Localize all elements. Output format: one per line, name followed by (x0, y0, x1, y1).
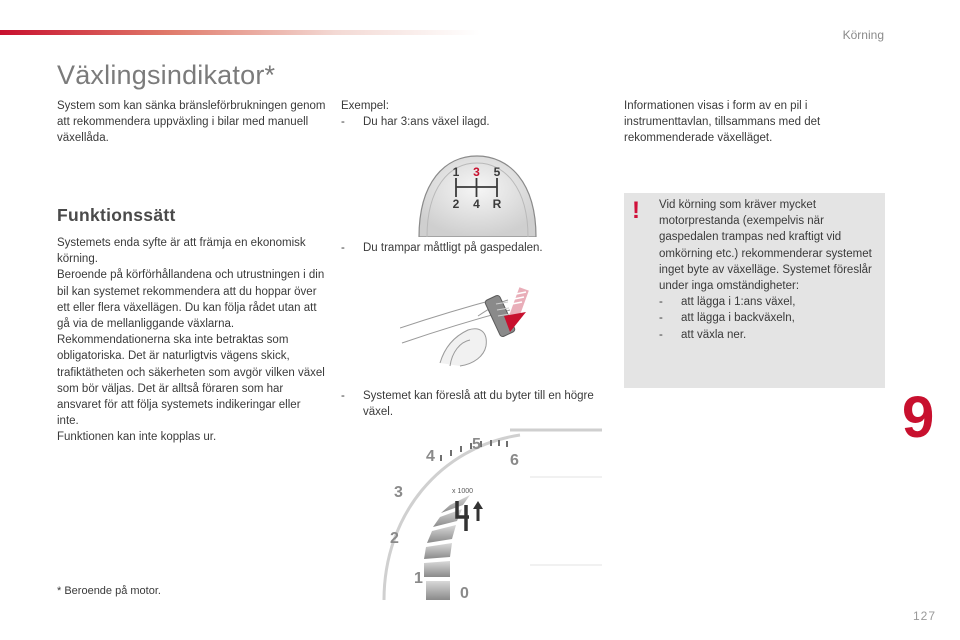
warning-item (659, 327, 874, 343)
gauge-unit-label: x 1000 (452, 488, 474, 495)
chapter-number: 9 (902, 385, 935, 450)
accelerator-pedal-figure (400, 268, 575, 368)
foot-shape (440, 329, 486, 366)
press-arrow-icon (504, 287, 529, 332)
gauge-number-1: 1 (414, 570, 423, 587)
list-dash: - (659, 312, 663, 325)
warning-item-text: att växla ner. (681, 328, 747, 341)
gear-label-2: 2 (452, 197, 460, 211)
warning-content (659, 197, 874, 343)
warning-box (624, 193, 885, 388)
footnote: * Beroende på motor. (57, 585, 161, 597)
example-label: Exempel: (341, 100, 389, 112)
gear-label-3-highlighted: 3 (473, 165, 480, 179)
gear-label-r: R (492, 197, 502, 211)
shift-up-arrow-icon (473, 501, 483, 509)
intro-text: System som kan sänka bränsleförbrukningen genom att rekommendera uppväxling i bilar med manuell växellåda. (57, 100, 326, 145)
section-paragraph: Systemets enda syfte är att främja en ekonomisk körning. (57, 237, 306, 266)
section-paragraph: Funktionen kan inte kopplas ur. (57, 431, 217, 444)
page-number: 127 (912, 609, 936, 623)
header-accent-bar (0, 30, 480, 35)
warning-text: Vid körning som kräver mycket motorprestanda (exempelvis när gaspedalen trampas ned kraftigt vid omkörning etc.) rekommenderar systemet inget byte av växelläge. Systemet föreslår under inga omständigheter: (659, 199, 872, 293)
gear-label-5: 5 (493, 165, 501, 179)
section-heading: Funktionssätt (57, 205, 176, 225)
section-paragraph: Beroende på körförhållandena och utrustningen i din bil kan systemet rekommendera att du hoppar över ett eller flera växellägen. Du kan följa rådet utan att gå via de mellanliggande växlarna. (57, 269, 325, 331)
section-body (57, 235, 325, 446)
example-step-2-block (341, 240, 606, 256)
example-step-3-block (341, 388, 606, 420)
example-step-2 (341, 240, 606, 256)
example-step-text: Systemet kan föreslå att du byter till en högre växel. (363, 390, 594, 419)
info-text: Informationen visas i form av en pil i instrumenttavlan, tillsammans med det rekommenderade växelläget. (624, 100, 821, 145)
gear-label-1: 1 (452, 165, 460, 179)
example-step-1 (341, 114, 606, 130)
list-dash: - (659, 296, 663, 309)
list-dash: - (341, 242, 345, 254)
gear-label-4: 4 (473, 197, 480, 211)
warning-item-text: att lägga i backväxeln, (681, 312, 795, 325)
gauge-number-5: 5 (472, 436, 481, 453)
example-step-3 (341, 388, 606, 420)
gauge-number-4: 4 (426, 448, 435, 465)
example-step-text: Du har 3:ans växel ilagd. (363, 116, 490, 129)
tachometer-figure (380, 425, 605, 600)
gauge-number-3: 3 (394, 484, 403, 501)
gauge-number-0: 0 (460, 585, 469, 600)
warning-item-text: att lägga i 1:ans växel, (681, 296, 796, 309)
warning-item (659, 294, 874, 310)
gear-knob-figure (415, 152, 540, 237)
example-step-text: Du trampar måttligt på gaspedalen. (363, 242, 543, 254)
example-block (341, 98, 606, 130)
page-title: Växlingsindikator* (57, 60, 276, 90)
gauge-number-2: 2 (390, 530, 399, 547)
warning-icon: ! (632, 197, 640, 224)
section-paragraph: Rekommendationerna ska inte betraktas som obligatoriska. Det är naturligtvis vägens skick, trafiktätheten och säkerheten som avgör vilken växel som bör väljas. Det är alltså föraren som har ansvaret för att följa systemets indikeringar eller inte. (57, 334, 325, 428)
chapter-title: Körning (842, 28, 884, 42)
list-dash: - (341, 116, 345, 129)
warning-item (659, 310, 874, 326)
list-dash: - (659, 328, 663, 341)
list-dash: - (341, 390, 345, 402)
gauge-number-6: 6 (510, 452, 519, 469)
